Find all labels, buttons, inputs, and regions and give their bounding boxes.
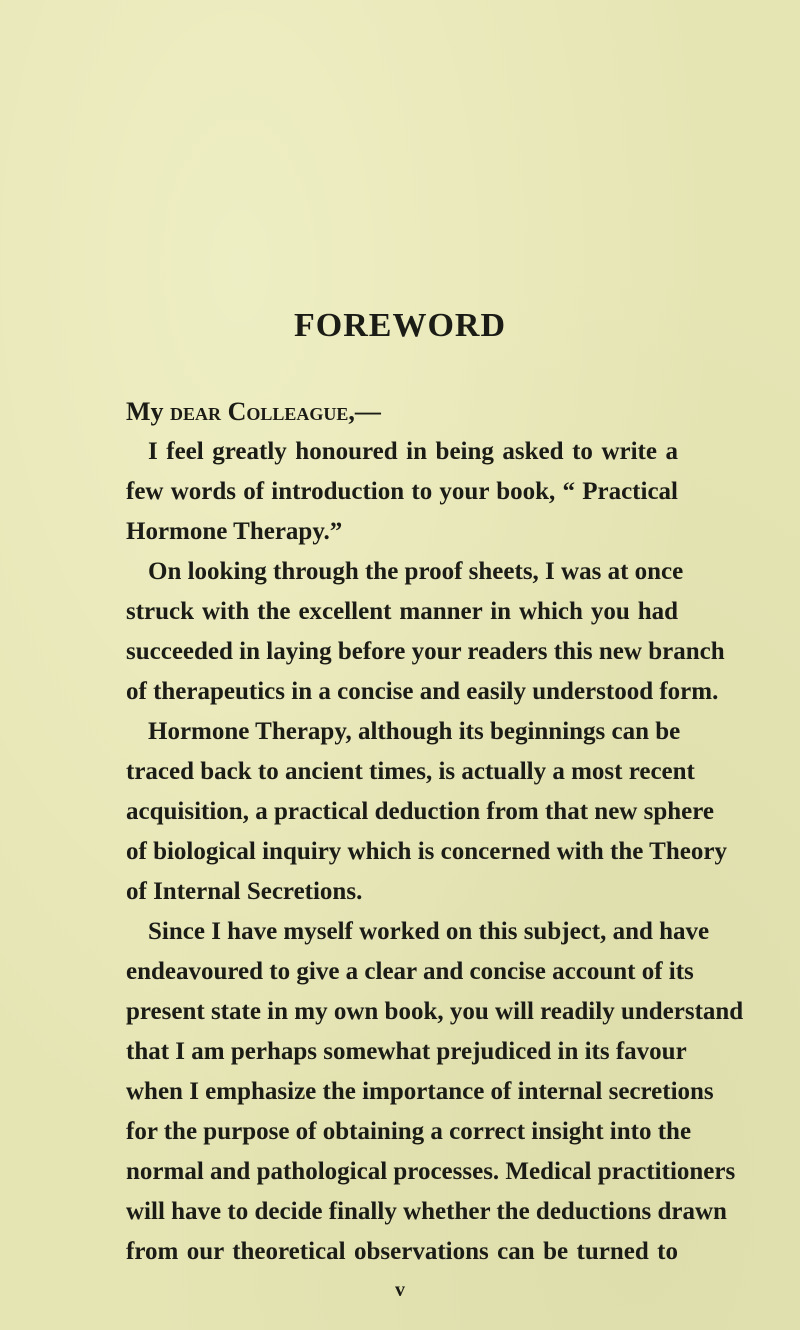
text-line: Since I have myself worked on this subject, and have	[148, 918, 710, 945]
text-line: when I emphasize the importance of internal secretions	[126, 1078, 714, 1105]
text-line: present state in my own book, you will readily understand	[126, 998, 744, 1025]
text-line: endeavoured to give a clear and concise account of its	[126, 958, 694, 985]
text-line: for the purpose of obtaining a correct insight into the	[126, 1118, 692, 1145]
salutation	[126, 392, 381, 432]
text-line: Hormone Therapy, although its beginnings can be	[148, 718, 681, 745]
text-line: acquisition, a practical deduction from that new sphere	[126, 798, 714, 825]
salutation-middle-word: dear	[170, 397, 222, 426]
text-line: Hormone Therapy.”	[126, 518, 343, 545]
salutation-first-word: My	[126, 397, 164, 426]
page-title: FOREWORD	[294, 307, 506, 344]
text-line: struck with the excellent manner in which you had	[126, 598, 678, 625]
text-line: of therapeutics in a concise and easily understood form.	[126, 678, 719, 705]
text-line: that I am perhaps somewhat prejudiced in its favour	[126, 1038, 687, 1065]
text-line: On looking through the proof sheets, I was at once	[148, 558, 684, 585]
text-line: traced back to ancient times, is actually a most recent	[126, 758, 695, 785]
text-line: I feel greatly honoured in being asked to write a	[148, 438, 678, 465]
text-line: succeeded in laying before your readers this new branch	[126, 638, 725, 665]
text-line: of Internal Secretions.	[126, 878, 363, 905]
salutation-last-word: Colleague,—	[227, 397, 381, 426]
page-number: v	[395, 1279, 405, 1301]
text-line: from our theoretical observations can be turned to	[126, 1238, 678, 1265]
text-line: few words of introduction to your book, “ Practical	[126, 478, 678, 505]
text-line: normal and pathological processes. Medical practitioners	[126, 1158, 736, 1185]
text-line: of biological inquiry which is concerned with the Theory	[126, 838, 727, 865]
text-line: will have to decide finally whether the deductions drawn	[126, 1198, 727, 1225]
